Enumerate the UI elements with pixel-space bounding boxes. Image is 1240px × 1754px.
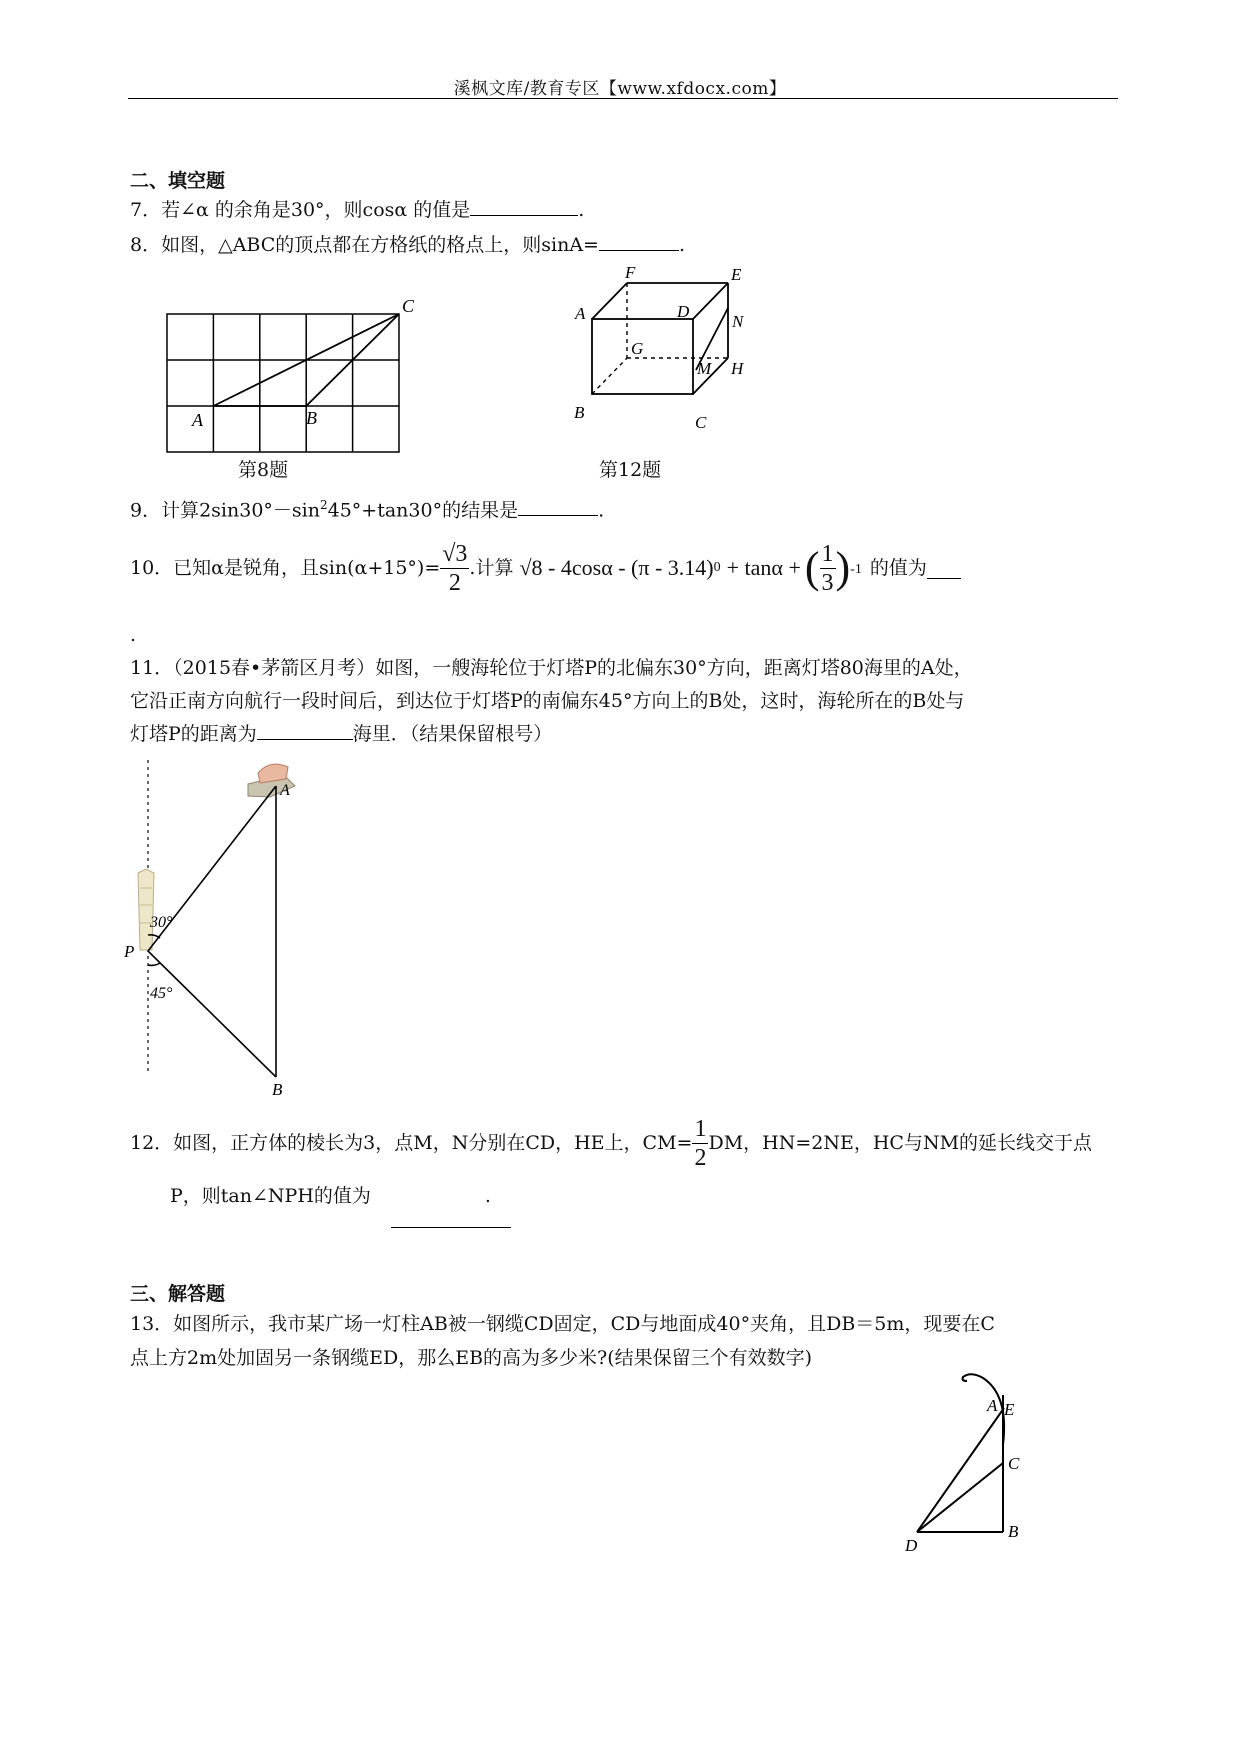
fig12-label-b: B [574, 403, 585, 422]
q10-expression-b: + tanα + [726, 555, 801, 580]
cable-dc [917, 1463, 1003, 1532]
question-12-line-1 [130, 1110, 1092, 1176]
q12-text-a: 12．如图，正方体的棱长为3，点M，N分别在CD，HE上，CM= [130, 1132, 693, 1154]
q12-text-b: DM，HN=2NE，HC与NM的延长线交于点 [708, 1132, 1093, 1154]
question-12-line-2 [170, 1181, 491, 1211]
fig12-label-n: N [732, 312, 744, 331]
q10-superscript-0: 0 [713, 560, 721, 575]
fig11-angle-30: 30° [150, 914, 173, 931]
q13-line-1: 13．如图所示，我市某广场一灯柱AB被一钢缆CD固定，CD与地面成40°夹角，且DB＝5m，现要在C [130, 1313, 995, 1335]
q10-answer-blank[interactable] [927, 558, 961, 579]
figure-13-lamp-post [905, 1365, 1055, 1565]
fig13-label-c: C [1008, 1454, 1020, 1473]
lamp-arm [963, 1374, 1005, 1445]
q10-text-a: 10．已知α是锐角，且sin(α+15°)= [130, 557, 441, 579]
figure-8-grid-triangle [150, 290, 430, 460]
fig12-label-f: F [625, 263, 636, 282]
q8-answer-blank[interactable] [599, 230, 679, 251]
q13-line-2: 点上方2m处加固另一条钢缆ED，那么EB的高为多少米?(结果保留三个有效数字) [130, 1347, 813, 1369]
fig8-label-c: C [402, 296, 415, 316]
fig13-label-b: B [1008, 1522, 1019, 1541]
fig12-label-d: D [677, 302, 690, 321]
q10-frac2-denominator: 3 [821, 569, 834, 596]
q9-period: . [598, 499, 605, 522]
q12-answer-blank[interactable] [391, 1227, 511, 1228]
page-header: 溪枫文库/教育专区【www.xfdocx.com】 [453, 79, 787, 99]
fig11-angle-45: 45° [150, 985, 173, 1002]
question-7 [130, 195, 584, 225]
q7-period: . [578, 199, 585, 221]
q10-fraction-sqrt3-over-2 [440, 540, 469, 597]
fig12-label-e: E [731, 265, 742, 284]
q11-line-2: 它沿正南方向航行一段时间后，到达位于灯塔P的南偏东45°方向上的B处，这时，海轮所在的B处与 [130, 690, 965, 712]
q11-text-a: 灯塔P的距离为 [130, 723, 257, 745]
q9-text-b: 45°+tan30°的结果是 [327, 499, 519, 522]
q10-trailing-period: . [130, 624, 137, 646]
fig12-label-g: G [631, 339, 644, 358]
fig11-label-a: A [280, 782, 290, 799]
fig8-label-b: B [306, 408, 317, 428]
lighthouse-icon [138, 869, 154, 950]
q10-frac2-numerator: 1 [821, 540, 834, 567]
figure-12-cube [565, 258, 785, 458]
q10-frac1-denominator: 2 [448, 569, 461, 596]
q11-answer-blank[interactable] [257, 719, 353, 740]
q10-fraction-1-over-3 [820, 540, 836, 597]
q12-period: . [484, 1185, 491, 1207]
grid-lines [167, 314, 399, 452]
q11-line-1: 11．（2015春•茅箭区月考）如图，一艘海轮位于灯塔P的北偏东30°方向，距离灯塔80海里的A处， [130, 657, 973, 679]
q10-frac1-numerator: √3 [442, 540, 468, 567]
q7-answer-blank[interactable] [470, 195, 578, 216]
fig13-label-a: A [987, 1396, 998, 1415]
q8-text: 8．如图，△ABC的顶点都在方格纸的格点上，则sinA= [130, 234, 599, 256]
question-9 [130, 490, 604, 525]
q9-answer-blank[interactable] [518, 495, 598, 516]
question-10 [130, 536, 961, 600]
figure-12-caption: 第12题 [599, 459, 662, 481]
q10-expression-a: √8 - 4cosα - (π - 3.14) [519, 555, 714, 580]
section-title-solutions: 三、解答题 [130, 1283, 226, 1305]
q8-period: . [678, 234, 686, 256]
section-title-fill-in: 二、填空题 [130, 170, 226, 192]
q10-superscript-neg1: -1 [850, 562, 862, 577]
fig12-label-h: H [731, 359, 744, 378]
fig11-label-p: P [124, 942, 135, 961]
q7-text: 7．若∠α 的余角是30°，则cosα 的值是 [130, 199, 471, 221]
fig13-label-d: D [905, 1536, 918, 1555]
q10-text-c: 的值为 [869, 557, 927, 579]
q10-left-paren: ( [804, 543, 820, 592]
q12-frac-numerator: 1 [694, 1115, 707, 1142]
q12-line2-text: P，则tan∠NPH的值为 [170, 1185, 371, 1207]
q12-frac-denominator: 2 [694, 1144, 707, 1171]
fig12-label-m: M [697, 359, 712, 378]
fig11-label-b: B [272, 1080, 283, 1099]
figure-11-ship-lighthouse [120, 755, 320, 1110]
q10-text-b: .计算 [469, 557, 514, 579]
fig12-label-c: C [695, 413, 707, 432]
fig13-label-e: E [1004, 1400, 1015, 1419]
fig8-label-a: A [192, 410, 203, 430]
q9-text-a: 9．计算2sin30°－sin [130, 499, 320, 522]
q12-fraction-1-over-2 [692, 1115, 708, 1172]
path-lines [148, 786, 276, 1077]
question-8 [130, 230, 685, 260]
q11-line-3 [130, 719, 552, 749]
q9-superscript: 2 [319, 498, 328, 512]
figure-8-caption: 第8题 [238, 459, 289, 481]
cable-de [917, 1408, 1004, 1532]
q11-text-b: 海里．（结果保留根号） [352, 723, 553, 745]
q10-right-paren: ) [835, 543, 851, 592]
fig12-label-a: A [575, 304, 586, 323]
header-rule [128, 98, 1118, 99]
